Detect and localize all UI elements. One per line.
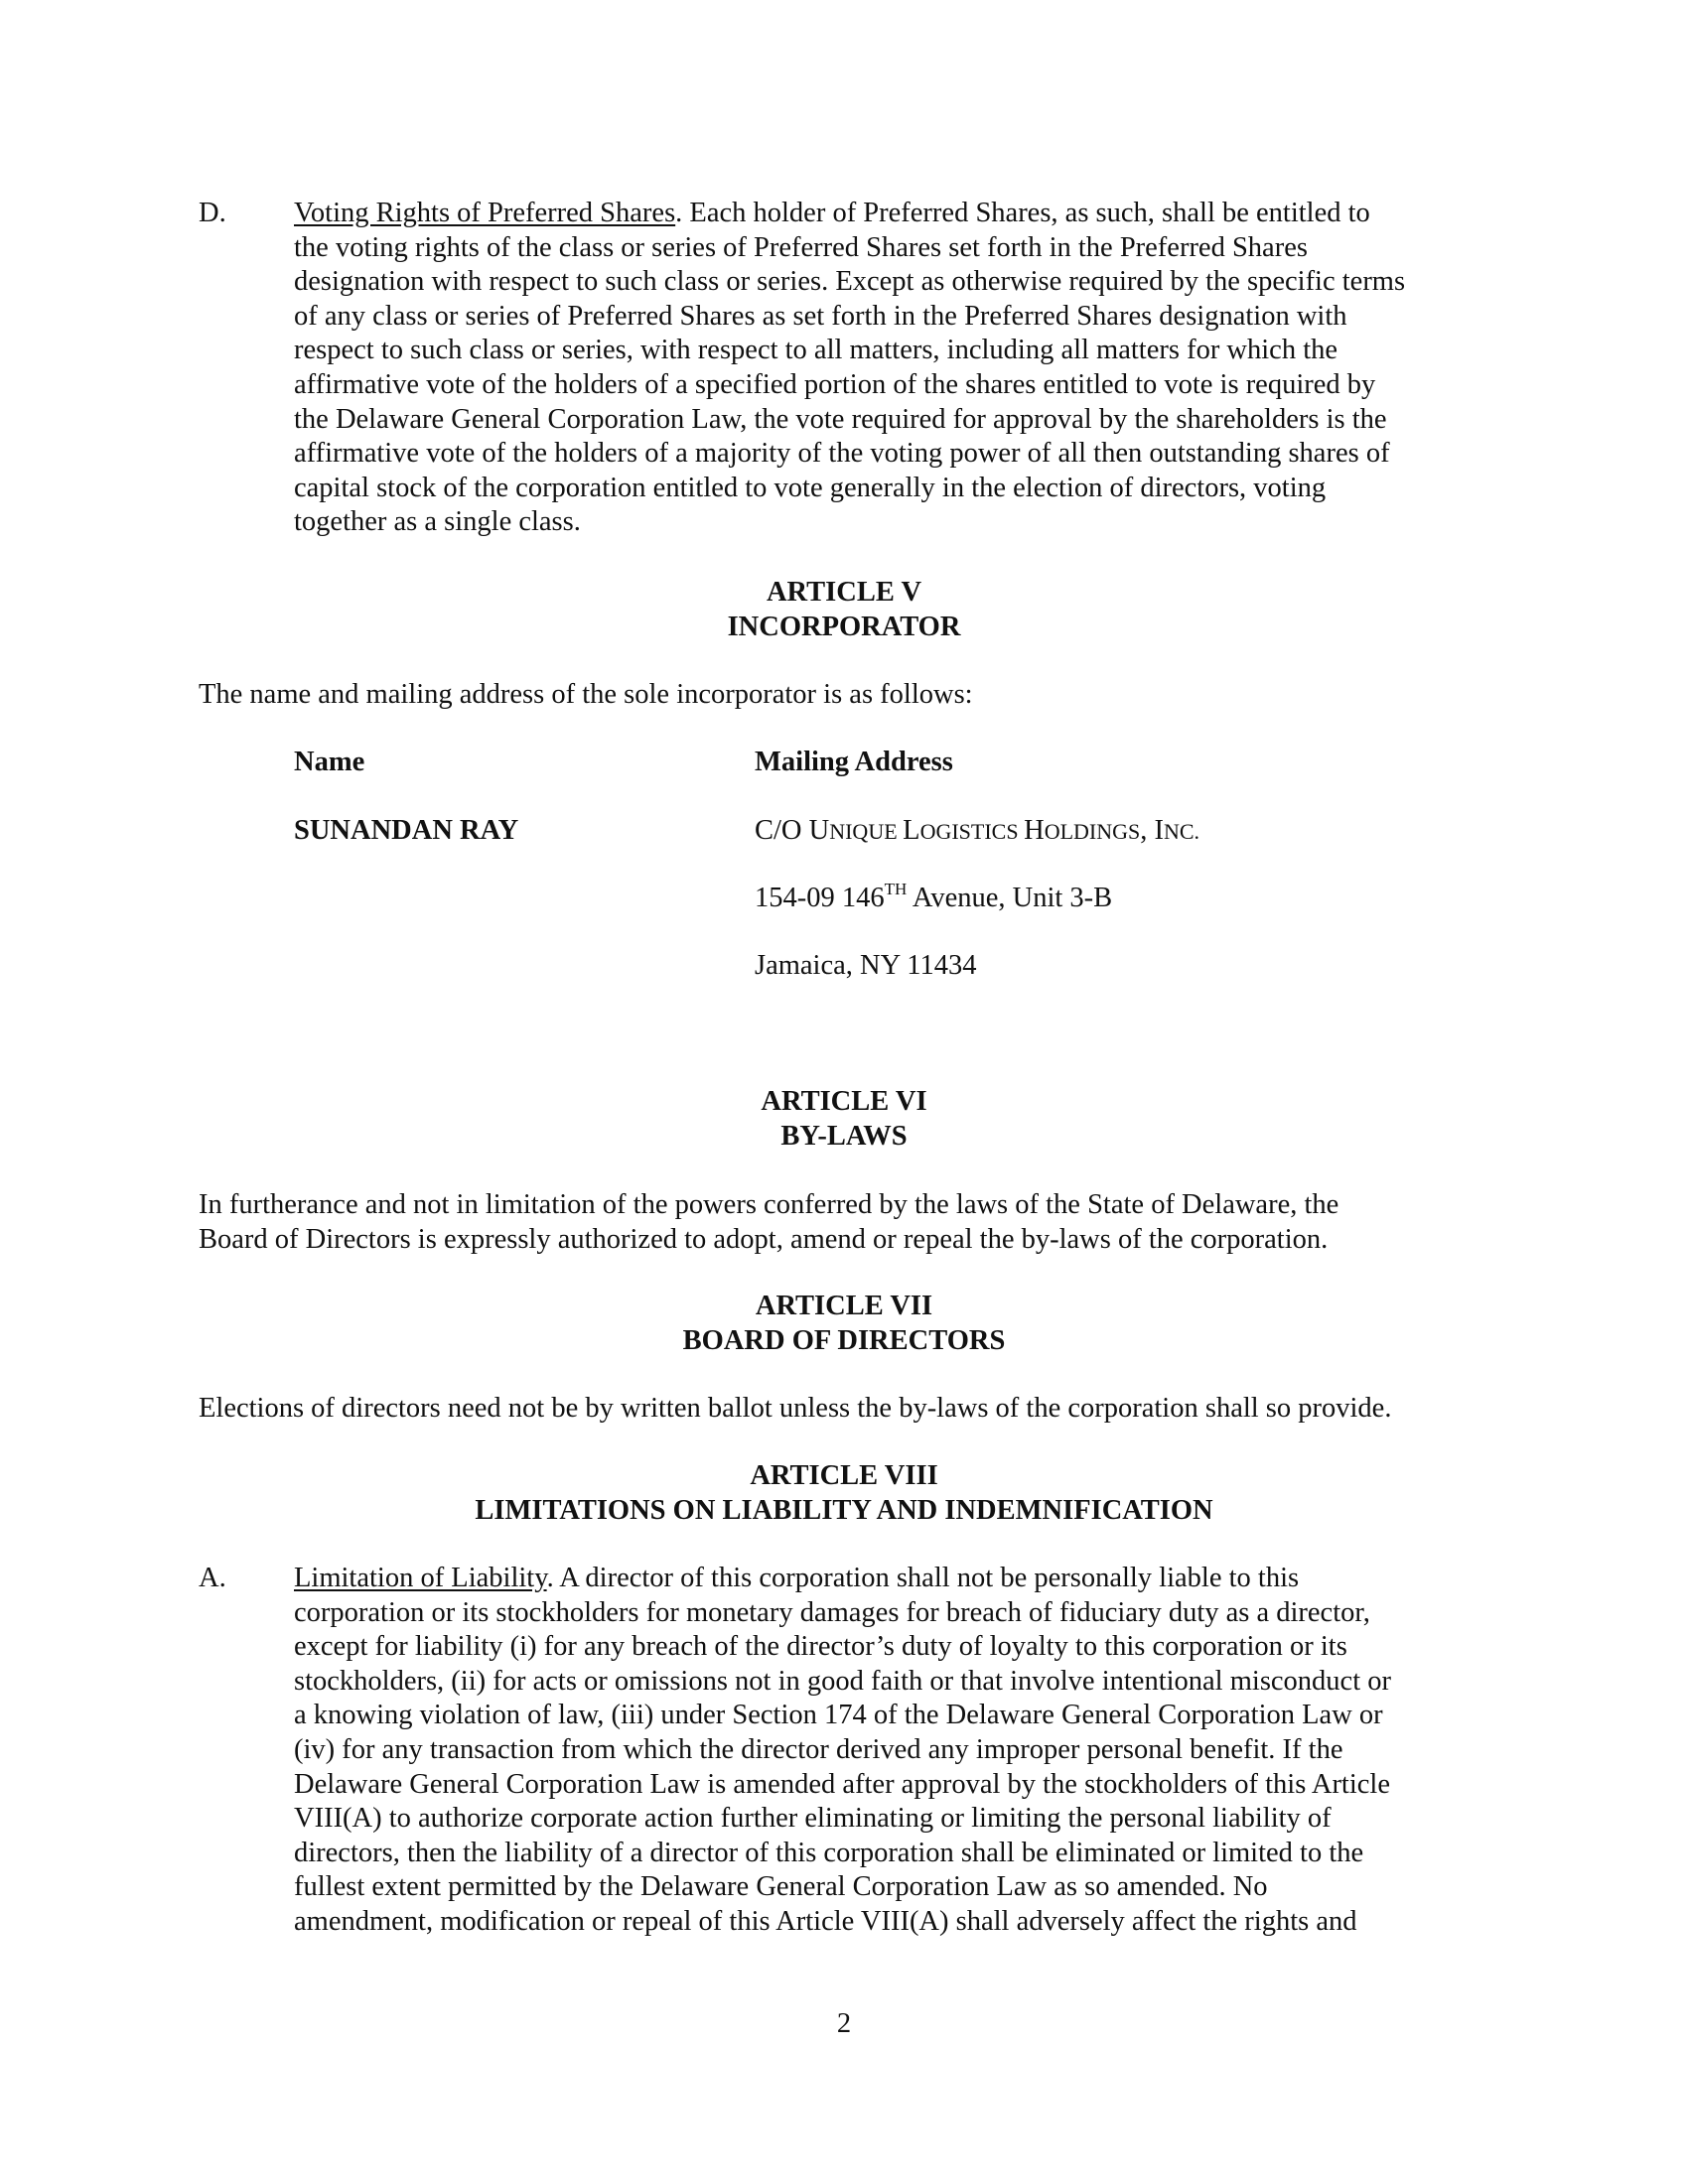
article-vii-heading [199, 1290, 1489, 1358]
article-viii-heading [199, 1459, 1489, 1528]
section-a-line: fullest extent permitted by the Delaware General Corporation Law as so amended. No [294, 1871, 1268, 1903]
name-column-header: Name [294, 747, 365, 777]
article-vii-text: Elections of directors need not be by written ballot unless the by-laws of the corporation shall so provide. [199, 1393, 1392, 1424]
section-a-title: Limitation of Liability [294, 1563, 547, 1593]
address-line-2: 154-09 146TH Avenue, Unit 3-B [755, 880, 1113, 913]
section-a-line: amendment, modification or repeal of this Article VIII(A) shall adversely affect the rights and [294, 1905, 1357, 1937]
article-vi-title: BY-LAWS [780, 1120, 908, 1152]
article-viii-number: ARTICLE VIII [750, 1460, 938, 1491]
section-a-line-1: Limitation of Liability. A director of this corporation shall not be personally liable to this [294, 1563, 1300, 1593]
article-vi-text [199, 1188, 1509, 1257]
section-a-line: corporation or its stockholders for monetary damages for breach of fiduciary duty as a director, [294, 1596, 1370, 1628]
section-d-line: of any class or series of Preferred Shares as set forth in the Preferred Shares designation with [294, 300, 1347, 332]
section-a-line: VIII(A) to authorize corporate action further eliminating or limiting the personal liability of [294, 1803, 1332, 1835]
section-a-letter: A. [199, 1563, 226, 1593]
article-vii-title: BOARD OF DIRECTORS [682, 1324, 1006, 1356]
section-d-line: the Delaware General Corporation Law, the vote required for approval by the shareholders is the [294, 403, 1387, 435]
article-vi-heading [199, 1085, 1489, 1154]
section-a-line: a knowing violation of law, (iii) under Section 174 of the Delaware General Corporation Law or [294, 1700, 1383, 1731]
section-a-line: except for liability (i) for any breach of the director’s duty of loyalty to this corporation or its [294, 1631, 1347, 1663]
section-d-title: Voting Rights of Preferred Shares [294, 198, 676, 228]
section-d-letter: D. [199, 198, 226, 228]
section-d-line: affirmative vote of the holders of a majority of the voting power of all then outstanding shares of [294, 438, 1390, 470]
section-a-line: stockholders, (ii) for acts or omissions not in good faith or that involve intentional misconduct or [294, 1665, 1391, 1697]
section-a-line: Delaware General Corporation Law is amended after approval by the stockholders of this Article [294, 1768, 1390, 1800]
section-a-line: (iv) for any transaction from which the director derived any improper personal benefit. If the [294, 1733, 1343, 1765]
section-d-line-1: Voting Rights of Preferred Shares. Each holder of Preferred Shares, as such, shall be entitled to [294, 198, 1370, 228]
article-vii-number: ARTICLE VII [755, 1291, 933, 1321]
incorporator-name: SUNANDAN RAY [294, 815, 519, 846]
article-v-title: INCORPORATOR [727, 611, 961, 642]
section-d-line: capital stock of the corporation entitled to vote generally in the election of directors, voting [294, 472, 1327, 503]
section-a-line: directors, then the liability of a director of this corporation shall be eliminated or limited to the [294, 1837, 1364, 1868]
address-line-3: Jamaica, NY 11434 [755, 950, 977, 981]
article-v-heading [199, 576, 1489, 644]
section-d-line: designation with respect to such class or series. Except as otherwise required by the specific terms [294, 266, 1406, 298]
address-column-header: Mailing Address [755, 747, 953, 777]
section-d-line: together as a single class. [294, 506, 581, 538]
address-line-1: C/O UNIQUE LOGISTICS HOLDINGS, INC. [755, 815, 1200, 846]
section-a-body [294, 1562, 1489, 1940]
article-vi-number: ARTICLE VI [761, 1086, 927, 1117]
ordinal-suffix: TH [884, 880, 908, 898]
section-d-line: respect to such class or series, with respect to all matters, including all matters for which the [294, 335, 1338, 366]
article-viii-title: LIMITATIONS ON LIABILITY AND INDEMNIFICATION [475, 1494, 1213, 1526]
article-vi-line: Board of Directors is expressly authorized to adopt, amend or repeal the by-laws of the corporation. [199, 1223, 1329, 1255]
section-d-line: the voting rights of the class or series of Preferred Shares set forth in the Preferred Shares [294, 231, 1308, 263]
article-v-intro: The name and mailing address of the sole incorporator is as follows: [199, 679, 973, 710]
page-number: 2 [836, 2008, 852, 2039]
section-d-body [294, 197, 1489, 540]
section-d-line: affirmative vote of the holders of a specified portion of the shares entitled to vote is required by [294, 368, 1376, 400]
article-vi-line: In furtherance and not in limitation of the powers conferred by the laws of the State of Delaware, the [199, 1189, 1339, 1220]
article-v-number: ARTICLE V [766, 577, 922, 608]
